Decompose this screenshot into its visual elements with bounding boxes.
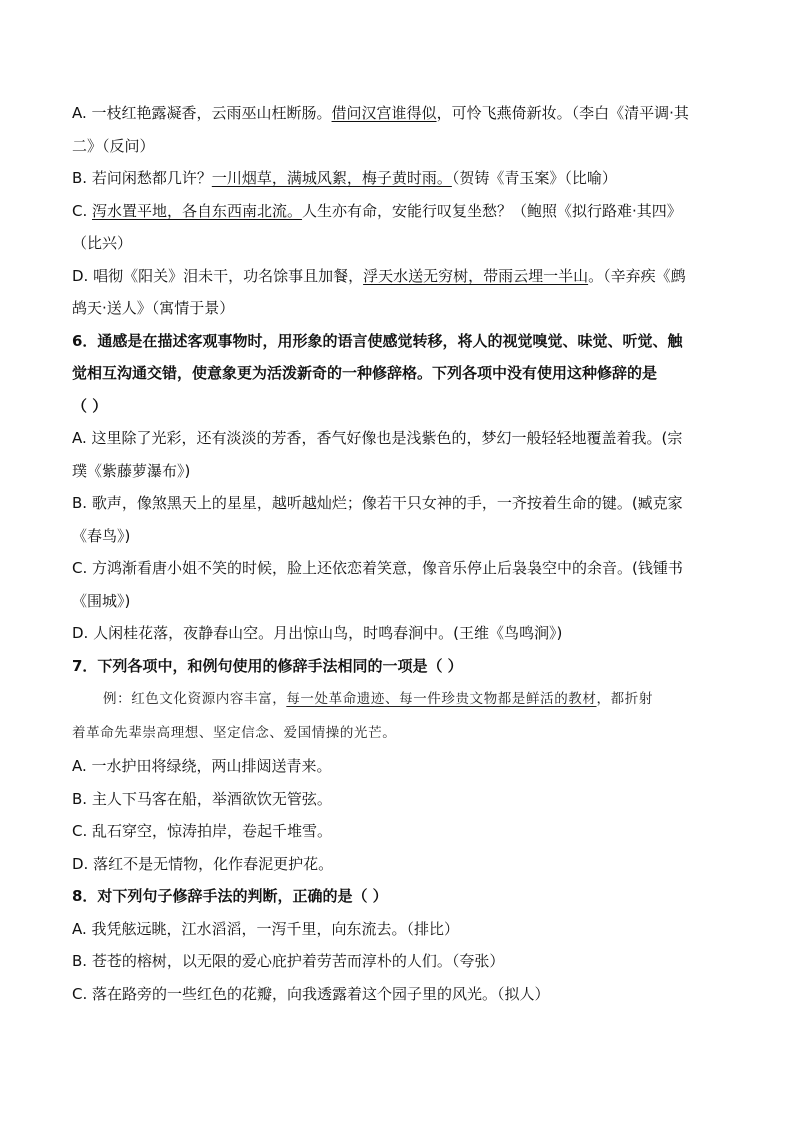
q7-option-d: D. 落红不是无情物，化作春泥更护花。 xyxy=(72,854,334,873)
q7-example-line1 xyxy=(72,682,724,716)
q5-option-a-text: A. 一枝红艳露凝香，云雨巫山枉断肠。 xyxy=(72,104,332,122)
q5-option-b-text-rest: （贺铸《青玉案》（比喻） xyxy=(451,169,617,187)
q7-option-a: A. 一水护田将绿绕，两山排闼送青来。 xyxy=(72,757,332,775)
document-page xyxy=(72,97,724,1010)
q5-option-c-text: C. xyxy=(72,201,93,220)
q6-option-b-line1: B. 歌声，像煞黑天上的星星，越听越灿烂；像若干只女神的手，一齐按着生命的键。(臧克家 xyxy=(72,494,683,512)
q6-option-d: D. 人闲桂花落，夜静春山空。月出惊山鸟，时鸣春涧中。(王维《鸟鸣涧》) xyxy=(72,624,563,642)
q8-option-b: B. 苍苍的榕树，以无限的爱心庇护着劳苦而淳朴的人们。（夸张） xyxy=(72,952,505,970)
q6-option-c-line2: 《围城》) xyxy=(72,591,131,610)
q5-option-a-underlined: 借问汉宫谁得似 xyxy=(331,104,437,122)
q7-example-text-rest: ，都折射 xyxy=(596,691,653,707)
q7-example-underlined: 每一处革命遗迹、每一件珍贵文物都是鲜活的教材 xyxy=(286,691,597,707)
q8-option-c: C. 落在路旁的一些红色的花瓣，向我透露着这个园子里的风光。（拟人） xyxy=(72,984,550,1003)
q5-option-b xyxy=(72,162,724,195)
q7-example-text: 例：红色文化资源内容丰富， xyxy=(103,691,287,707)
q5-option-d-line1 xyxy=(72,260,724,293)
q7-option-b: B. 主人下马客在船，举酒欲饮无管弦。 xyxy=(72,789,332,808)
q5-option-d-underlined: 浮天水送无穷树，带雨云埋一半山 xyxy=(363,266,589,285)
q6-stem-line3: （ ） xyxy=(72,396,108,415)
q5-option-a-text-rest: ，可怜飞燕倚新妆。（李白《清平调·其 xyxy=(436,104,689,122)
q5-option-b-text: B. 若问闲愁都几许？ xyxy=(72,169,212,187)
q7-stem: 7．下列各项中，和例句使用的修辞手法相同的一项是（ ） xyxy=(72,656,463,675)
q7-example-line2: 着革命先辈崇高理想、坚定信念、爱国情操的光芒。 xyxy=(72,725,397,741)
q5-option-d-line2: 鸪天·送人》（寓情于景） xyxy=(72,299,235,317)
q7-option-c: C. 乱石穿空，惊涛拍岸，卷起千堆雪。 xyxy=(72,822,333,840)
q6-stem-line1: 6．通感是在描述客观事物时，用形象的语言使感觉转移，将人的视觉嗅觉、味觉、听觉、触 xyxy=(72,331,683,350)
q5-option-a-line1 xyxy=(72,97,724,130)
q6-stem-line2: 觉相互沟通交错，使意象更为活泼新奇的一种修辞格。下列各项中没有使用这种修辞的是 xyxy=(72,364,658,382)
q5-option-d-text-rest: 。（辛弃疾《鹧 xyxy=(588,266,686,285)
q6-option-a-line2: 璞《紫藤萝瀑布》) xyxy=(72,461,191,480)
q6-option-a-line1: A. 这里除了光彩，还有淡淡的芳香，香气好像也是浅紫色的，梦幻一般轻轻地覆盖着我。(宗 xyxy=(72,429,683,447)
q6-option-c-line1: C. 方鸿渐看唐小姐不笑的时候，脸上还依恋着笑意，像音乐停止后袅袅空中的余音。(钱锺书 xyxy=(72,559,683,577)
q5-option-c-line1 xyxy=(72,195,724,228)
q5-option-c-line2: （比兴） xyxy=(72,234,133,252)
q6-option-b-line2: 《春鸟》) xyxy=(72,526,131,545)
q5-option-d-text: D. 唱彻《阳关》泪未干，功名馀事且加餐， xyxy=(72,266,364,285)
q8-option-a: A. 我凭舷远眺，江水滔滔，一泻千里，向东流去。（排比） xyxy=(72,919,460,938)
q5-option-b-underlined: 一川烟草，满城风絮，梅子黄时雨。 xyxy=(211,169,452,187)
q5-option-c-text-rest: 人生亦有命，安能行叹复坐愁？（鲍照《拟行路难·其四》 xyxy=(302,201,682,220)
q8-stem: 8．对下列句子修辞手法的判断，正确的是（ ） xyxy=(72,887,388,905)
q5-option-c-underlined: 泻水置平地，各自东西南北流。 xyxy=(92,201,303,220)
q5-option-a-line2: 二》（反问） xyxy=(72,136,155,155)
